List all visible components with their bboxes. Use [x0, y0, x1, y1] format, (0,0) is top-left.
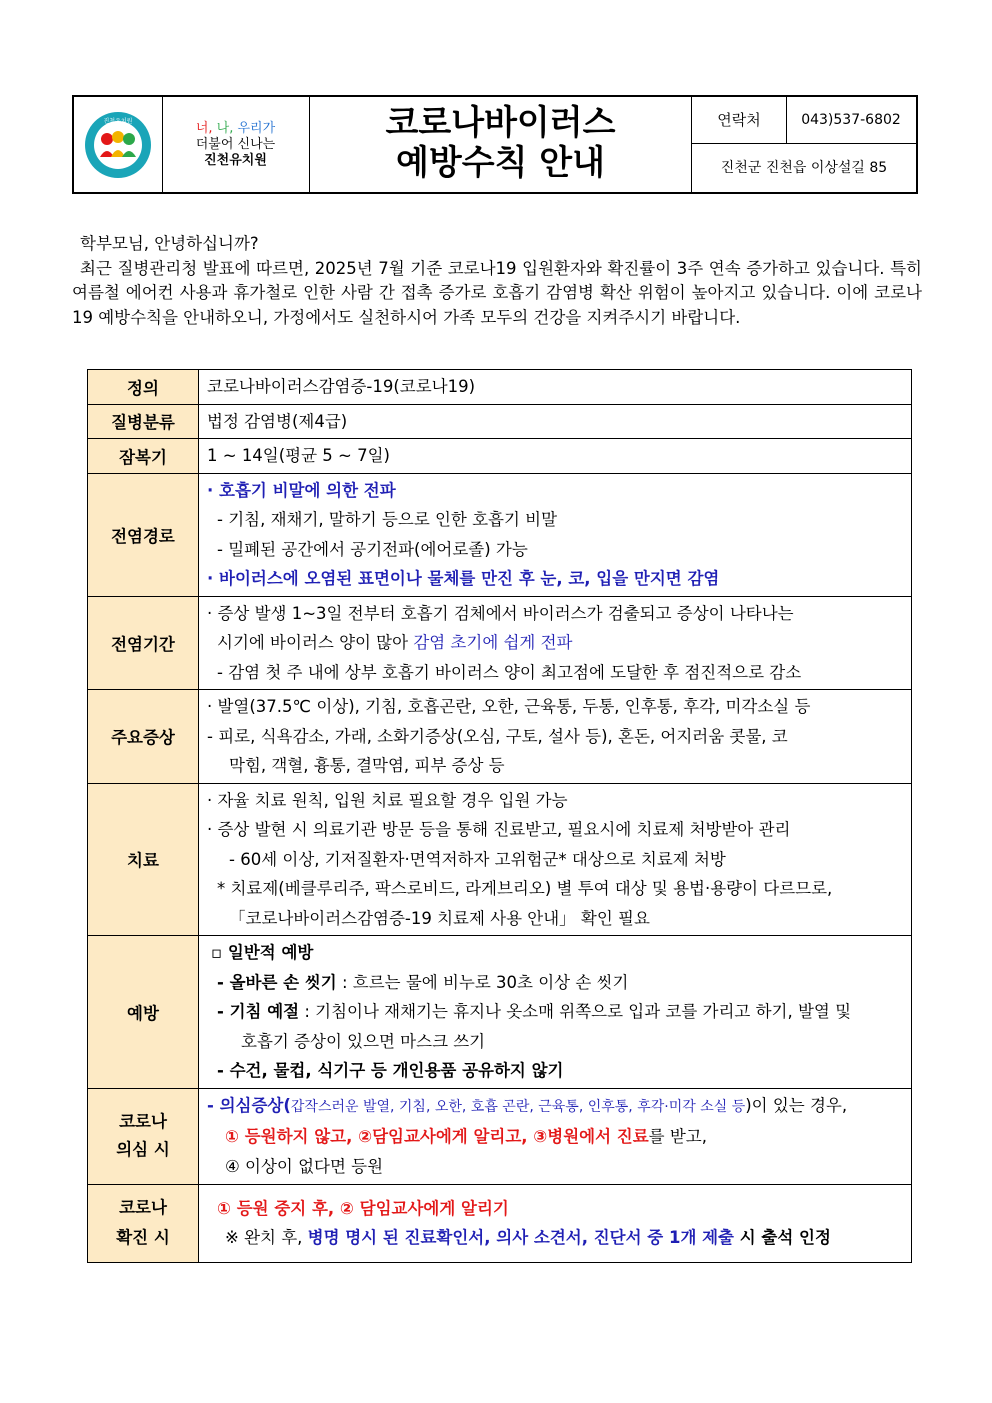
table-row: [88, 1184, 912, 1262]
row-label: 코로나 의심 시: [88, 1088, 199, 1184]
row-label: 정의: [88, 370, 199, 405]
contact-block: [692, 97, 916, 192]
row-value: 법정 감염병(제4급): [199, 404, 912, 439]
row-value: - 의심증상(갑작스러운 발열, 기침, 오한, 호흡 곤란, 근육통, 인후통, 후각·미각 소실 등)이 있는 경우, ① 등원하지 않고, ②담임교사에게 알리고, ③병원에서 진료를 받고, ④ 이상이 없다면 등원: [199, 1088, 912, 1184]
slogan: [162, 97, 310, 192]
table-row: [88, 783, 912, 936]
table-row: [88, 473, 912, 596]
row-label: 전염기간: [88, 596, 199, 690]
page-title: 코로나바이러스 예방수칙 안내: [310, 97, 692, 192]
table-row: [88, 1088, 912, 1184]
row-value: ▫ 일반적 예방 - 올바른 손 씻기 : 흐르는 물에 비누로 30초 이상 손 씻기 - 기침 예절 : 기침이나 재채기는 휴지나 옷소매 위쪽으로 입과 코를 가리고 하기, 발열 및 호흡기 증상이 있으면 마스크 쓰기 - 수건, 물컵, 식기구 등 개인용품 공유하지 않기: [199, 936, 912, 1089]
address: 진천군 진천읍 이상설길 85: [720, 160, 888, 176]
row-value: · 발열(37.5℃ 이상), 기침, 호흡곤란, 오한, 근육통, 두통, 인후통, 후각, 미각소실 등 - 피로, 식욕감소, 가래, 소화기증상(오심, 구토, 설사 등), 혼돈, 어지러움 콧물, 코 막힘, 객혈, 흉통, 결막염, 피부 증상 등: [199, 690, 912, 784]
row-value: · 증상 발생 1~3일 전부터 호흡기 검체에서 바이러스가 검출되고 증상이 나타나는 시기에 바이러스 양이 많아 감염 초기에 쉽게 전파 - 감염 첫 주 내에 상부 호흡기 바이러스 양이 최고점에 도달한 후 점진적으로 감소: [199, 596, 912, 690]
row-label: 잠복기: [88, 439, 199, 474]
row-label: 치료: [88, 783, 199, 936]
info-table: [87, 369, 912, 1263]
slogan-line3: 진천유치원: [204, 153, 267, 168]
row-value: 코로나바이러스감염증-19(코로나19): [199, 370, 912, 405]
row-label: 코로나 확진 시: [88, 1184, 199, 1262]
table-row: [88, 439, 912, 474]
row-value: 1 ~ 14일(평균 5 ~ 7일): [199, 439, 912, 474]
greeting: 학부모님, 안녕하십니까?: [80, 234, 259, 253]
row-label: 예방: [88, 936, 199, 1089]
intro-text: [72, 232, 922, 330]
slogan-line2: 더불어 신나는: [195, 137, 276, 152]
table-row: [88, 370, 912, 405]
header-box: [72, 95, 918, 194]
row-label: 주요증상: [88, 690, 199, 784]
logo-text: 진천유치원: [103, 118, 133, 125]
row-value: · 자율 치료 원칙, 입원 치료 필요할 경우 입원 가능 · 증상 발현 시 의료기관 방문 등을 통해 진료받고, 필요시에 치료제 처방받아 관리 - 60세 이상, 기저질환자·면역저하자 고위험군* 대상으로 치료제 처방 * 치료제(베클루리주, 팍스로비드, 라게브리오) 별 투여 대상 및 용법·용량이 다르므로, 「코로나바이러스감염증-19 치료제 사용 안내」 확인 필요: [199, 783, 912, 936]
table-row: [88, 936, 912, 1089]
row-label: 전염경로: [88, 473, 199, 596]
row-label: 질병분류: [88, 404, 199, 439]
table-row: [88, 690, 912, 784]
intro-body: 최근 질병관리청 발표에 따르면, 2025년 7월 기준 코로나19 입원환자와 확진률이 3주 연속 증가하고 있습니다. 특히 여름철 에어컨 사용과 휴가철로 인한 사람 간 접촉 증가로 호흡기 감염병 확산 위험이 높아지고 있습니다. 이에 코로나19 예방수칙을 안내하오니, 가정에서도 실천하시어 가족 모두의 건강을 지켜주시기 바랍니다.: [72, 258, 922, 327]
table-row: [88, 404, 912, 439]
slogan-line1: 너, 나, 우리가: [195, 121, 276, 136]
row-value: · 호흡기 비말에 의한 전파 - 기침, 재채기, 말하기 등으로 인한 호흡기 비말 - 밀폐된 공간에서 공기전파(에어로졸) 가능 · 바이러스에 오염된 표면이나 물체를 만진 후 눈, 코, 입을 만지면 감염: [199, 473, 912, 596]
logo-cell: [74, 97, 163, 192]
contact-phone: 043)537-6802: [801, 112, 901, 128]
kindergarten-logo-icon: [74, 97, 162, 192]
row-value: ① 등원 중지 후, ② 담임교사에게 알리기 ※ 완치 후, 병명 명시 된 진료확인서, 의사 소견서, 진단서 중 1개 제출 시 출석 인정: [199, 1184, 912, 1262]
table-row: [88, 596, 912, 690]
contact-label: 연락처: [692, 97, 787, 143]
